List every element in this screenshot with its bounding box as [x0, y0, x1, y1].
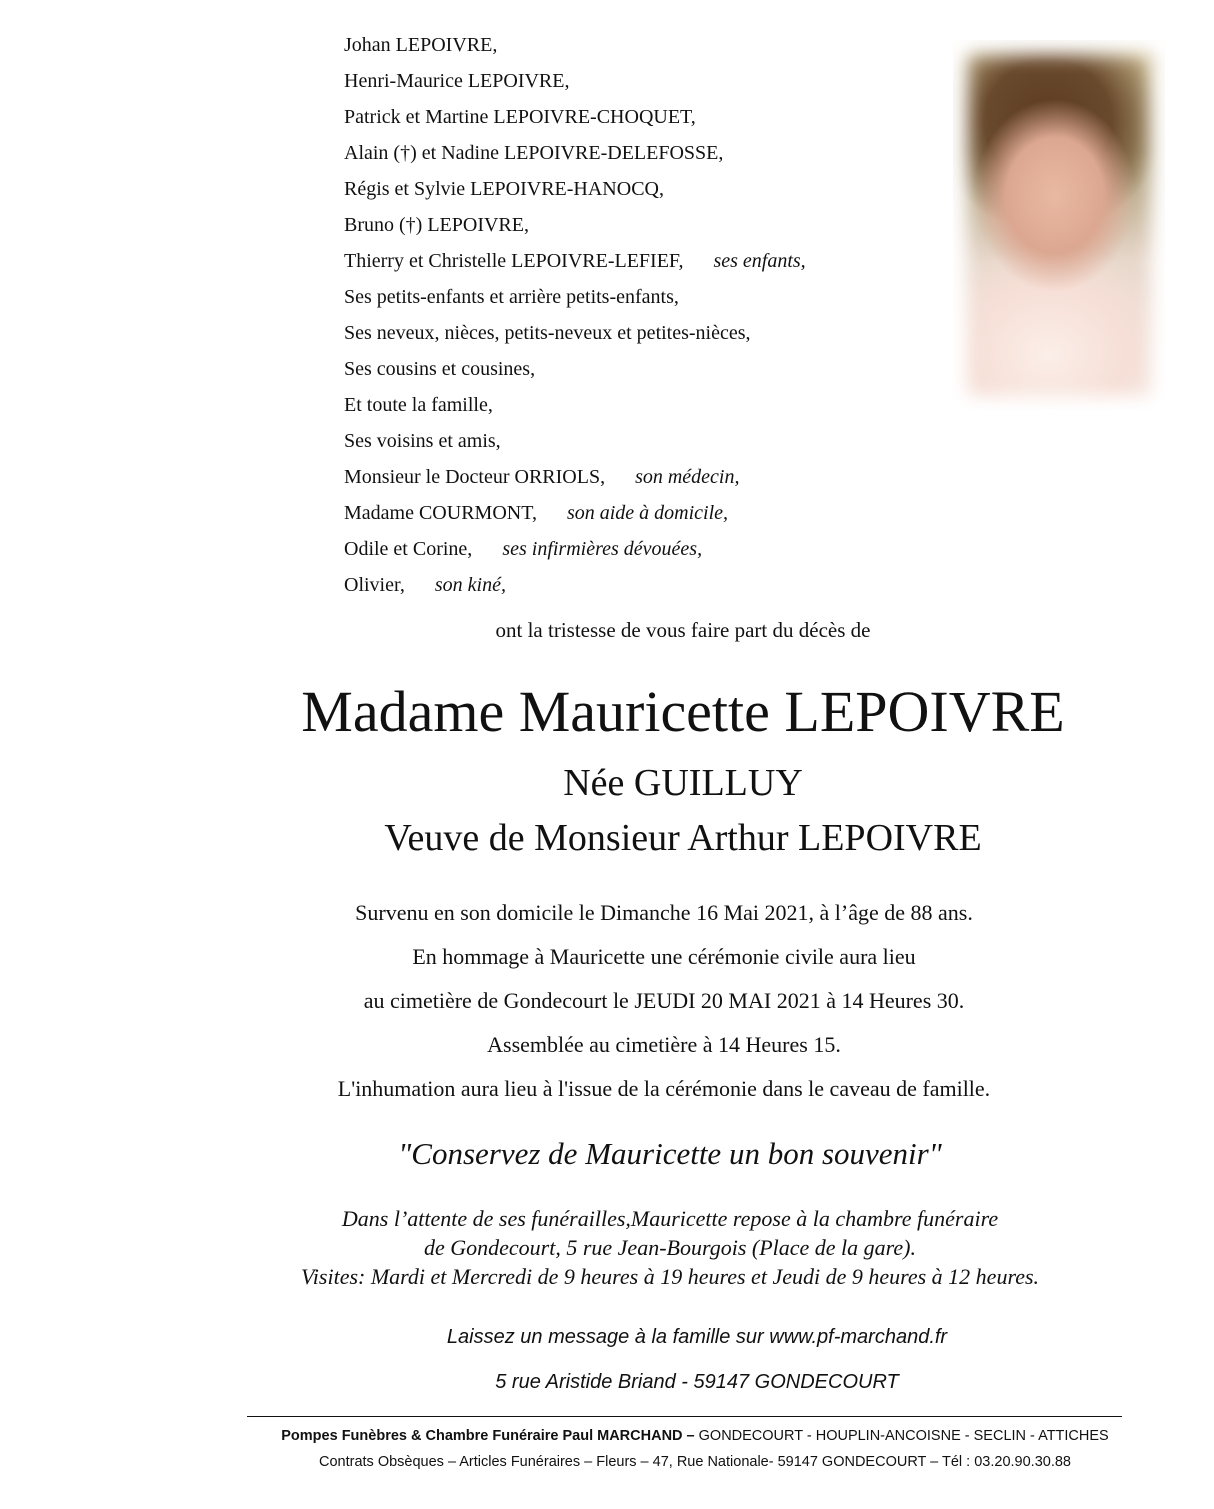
family-member-name: Et toute la famille, [344, 394, 493, 416]
family-member-name: Ses neveux, nièces, petits-neveux et petites-nièces, [344, 322, 751, 344]
family-member-name: Bruno (†) LEPOIVRE, [344, 214, 529, 236]
family-member-name: Henri-Maurice LEPOIVRE, [344, 70, 570, 92]
family-member-role: ses infirmières dévouées, [502, 538, 703, 560]
family-list [344, 32, 806, 608]
family-member [344, 284, 806, 320]
family-member-name: Monsieur le Docteur ORRIOLS, [344, 466, 606, 488]
footer-company-line [195, 1426, 1195, 1446]
detail-line: En hommage à Mauricette une cérémonie civile aura lieu [412, 944, 916, 969]
quote: "Conservez de Mauricette un bon souvenir" [398, 1136, 942, 1171]
detail-line: Survenu en son domicile le Dimanche 16 Mai 2021, à l’âge de 88 ans. [355, 900, 973, 925]
family-member [344, 248, 806, 284]
visitation-line: Dans l’attente de ses funérailles,Mauricette repose à la chambre funéraire [341, 1206, 999, 1231]
family-member [344, 572, 806, 608]
message-link[interactable]: Laissez un message à la famille sur www.pf-marchand.fr [446, 1326, 948, 1348]
footer-towns: GONDECOURT - HOUPLIN-ANCOISNE - SECLIN - ATTICHES [694, 1428, 1109, 1444]
family-member [344, 392, 806, 428]
portrait-photo [953, 40, 1165, 410]
family-member-name: Johan LEPOIVRE, [344, 34, 498, 56]
visitation-line: Visites: Mardi et Mercredi de 9 heures à 19 heures et Jeudi de 9 heures à 12 heures. [300, 1264, 1040, 1289]
deceased-name: Madame Mauricette LEPOIVRE [301, 679, 1065, 744]
family-member [344, 32, 806, 68]
family-member [344, 68, 806, 104]
family-member [344, 356, 806, 392]
detail-line: L'inhumation aura lieu à l'issue de la cérémonie dans le caveau de famille. [337, 1076, 991, 1101]
family-member-role: son médecin, [635, 466, 740, 488]
family-member [344, 140, 806, 176]
family-member-name: Madame COURMONT, [344, 502, 537, 524]
family-member [344, 176, 806, 212]
funeral-home-address: 5 rue Aristide Briand - 59147 GONDECOURT [495, 1371, 899, 1393]
family-member-role: son aide à domicile, [566, 502, 729, 524]
widow-text: Veuve de Monsieur Arthur LEPOIVRE [384, 817, 982, 859]
family-member-name: Patrick et Martine LEPOIVRE-CHOQUET, [344, 106, 696, 128]
family-member [344, 212, 806, 248]
family-member [344, 464, 806, 500]
visitation-line: de Gondecourt, 5 rue Jean-Bourgois (Place de la gare). [423, 1235, 916, 1260]
family-member-name: Ses cousins et cousines, [344, 358, 536, 380]
family-member [344, 428, 806, 464]
family-member-name: Ses voisins et amis, [344, 430, 501, 452]
family-member-name: Thierry et Christelle LEPOIVRE-LEFIEF, [344, 250, 684, 272]
footer-company: Pompes Funèbres & Chambre Funéraire Paul MARCHAND – [281, 1428, 695, 1444]
family-member-name: Régis et Sylvie LEPOIVRE-HANOCQ, [344, 178, 664, 200]
family-member-role: son kiné, [434, 574, 506, 596]
detail-line: au cimetière de Gondecourt le JEUDI 20 MAI 2021 à 14 Heures 30. [363, 988, 965, 1013]
family-member [344, 320, 806, 356]
family-member [344, 536, 806, 572]
detail-line: Assemblée au cimetière à 14 Heures 15. [487, 1032, 841, 1057]
footer-services: Contrats Obsèques – Articles Funéraires – Fleurs – 47, Rue Nationale- 59147 GONDECOURT – Tél : 03.20.90.30.88 [319, 1454, 1071, 1470]
divider [247, 1416, 1122, 1417]
family-member-role: ses enfants, [713, 250, 806, 272]
family-member-name: Olivier, [344, 574, 405, 596]
intro-text: ont la tristesse de vous faire part du décès de [495, 618, 871, 642]
family-member [344, 500, 806, 536]
family-member [344, 104, 806, 140]
family-member-name: Ses petits-enfants et arrière petits-enfants, [344, 286, 679, 308]
family-member-name: Alain (†) et Nadine LEPOIVRE-DELEFOSSE, [344, 142, 724, 164]
family-member-name: Odile et Corine, [344, 538, 473, 560]
maiden-name: Née GUILLUY [563, 762, 803, 804]
